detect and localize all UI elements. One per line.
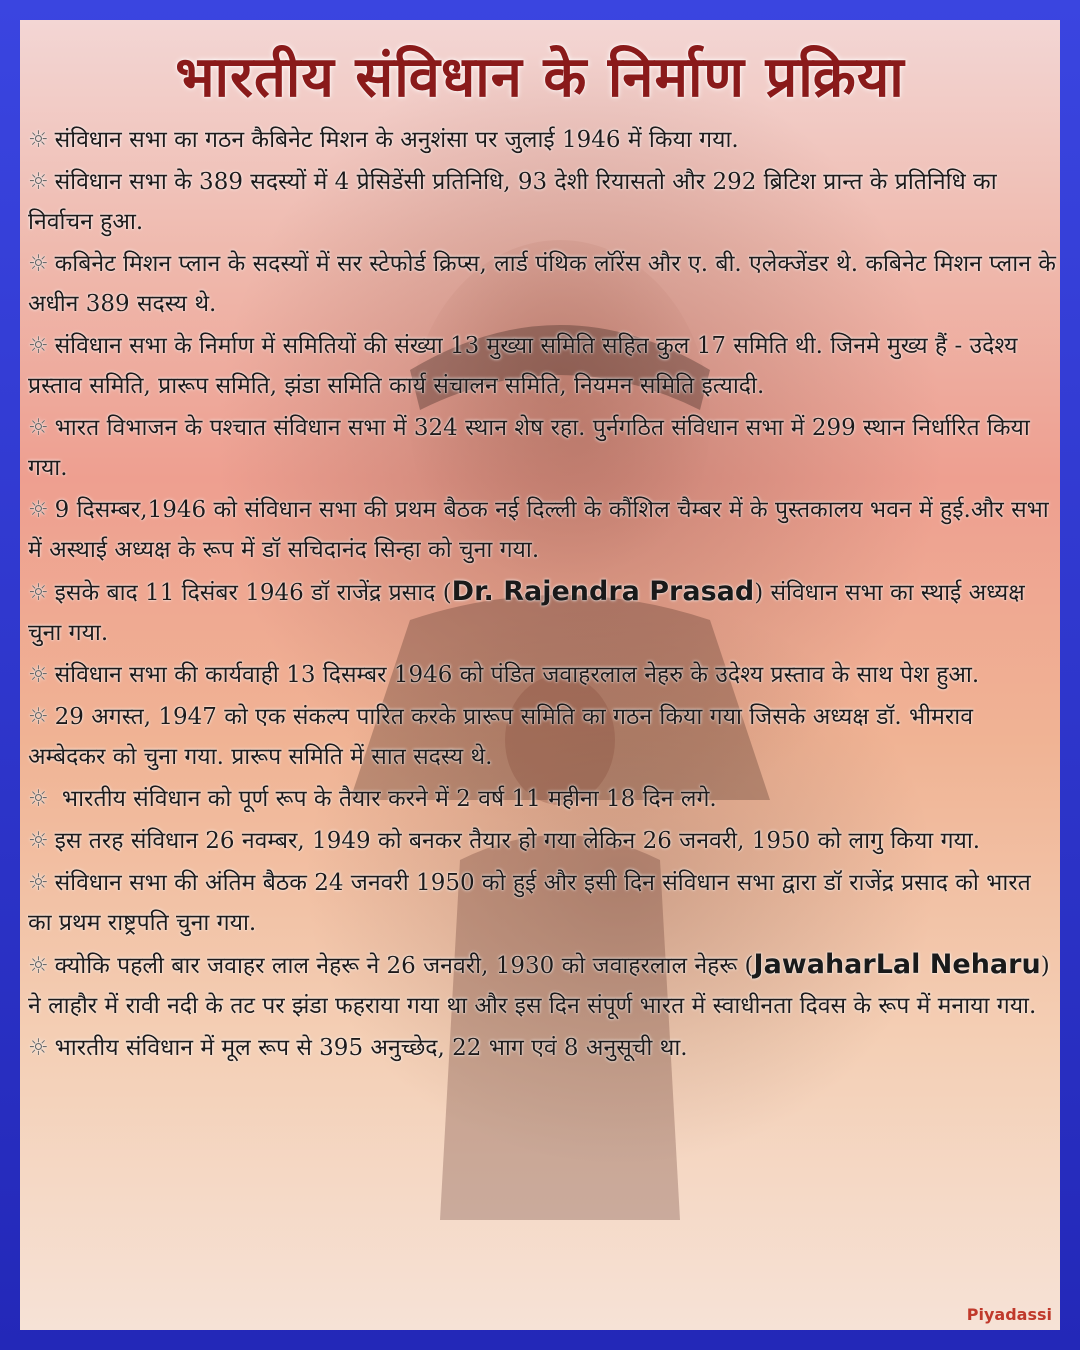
sun-bullet-icon: ☼	[28, 704, 49, 730]
sun-bullet-icon: ☼	[28, 870, 49, 896]
signature: Piyadassi	[966, 1305, 1052, 1324]
sun-bullet-icon: ☼	[28, 1035, 49, 1061]
sun-bullet-icon: ☼	[28, 580, 49, 606]
page-title: भारतीय संविधान के निर्माण प्रक्रिया	[175, 44, 905, 110]
poster	[20, 20, 1060, 1330]
list-item-text: संविधान सभा के निर्माण में समितियों की संख्या 13 मुख्या समिति सहित कुल 17 समिति थी. जिनमे मुख्य हैं - उदेश्य प्रस्ताव समिति, प्रारूप समिति, झंडा समिति कार्य संचालन समिति, नियमन समिति इत्यादी.	[28, 333, 1018, 399]
list-item-text-continued: ) ने लाहौर में रावी नदी के तट पर झंडा फहराया गया था और इस दिन संपूर्ण भारत में स्वाधीनता दिवस के रूप में मनाया गया.	[28, 953, 1050, 1019]
sun-bullet-icon: ☼	[28, 127, 49, 153]
list-item-text: संविधान सभा का गठन कैबिनेट मिशन के अनुशंसा पर जुलाई 1946 में किया गया.	[54, 127, 739, 153]
list-item	[28, 490, 1056, 570]
list-item	[28, 945, 1056, 1026]
sun-bullet-icon: ☼	[28, 169, 49, 195]
list-item	[28, 821, 1056, 861]
list-item-text: भारत विभाजन के पश्चात संविधान सभा में 324 स्थान शेष रहा. पुर्नगठित संविधान सभा में 299 स्थान निर्धारित किया गया.	[28, 415, 1030, 481]
list-item-text: संविधान सभा की कार्यवाही 13 दिसम्बर 1946 को पंडित जवाहरलाल नेहरु के उदेश्य प्रस्ताव के साथ पेश हुआ.	[54, 662, 980, 688]
sun-bullet-icon: ☼	[28, 786, 49, 812]
list-item	[28, 1028, 1056, 1068]
list-item	[28, 326, 1056, 406]
list-item-text: भारतीय संविधान में मूल रूप से 395 अनुच्छेद, 22 भाग एवं 8 अनुसूची था.	[54, 1035, 688, 1061]
sun-bullet-icon: ☼	[28, 953, 49, 979]
english-name: Dr. Rajendra Prasad	[451, 576, 755, 607]
list-item	[28, 697, 1056, 777]
list-item-text: भारतीय संविधान को पूर्ण रूप के तैयार करने में 2 वर्ष 11 महीना 18 दिन लगे.	[54, 786, 717, 812]
sun-bullet-icon: ☼	[28, 828, 49, 854]
content-list	[28, 120, 1056, 1070]
list-item	[28, 120, 1056, 160]
list-item	[28, 244, 1056, 324]
list-item-text: संविधान सभा की अंतिम बैठक 24 जनवरी 1950 को हुई और इसी दिन संविधान सभा द्वारा डॉ राजेंद्र प्रसाद को भारत का प्रथम राष्ट्रपति चुना गया.	[28, 870, 1031, 936]
sun-bullet-icon: ☼	[28, 333, 49, 359]
list-item-text: क्योकि पहली बार जवाहर लाल नेहरू ने 26 जनवरी, 1930 को जवाहरलाल नेहरू (	[54, 953, 754, 979]
list-item-text: 9 दिसम्बर,1946 को संविधान सभा की प्रथम बैठक नई दिल्ली के कौंशिल चैम्बर में के पुस्तकालय भवन में हुई.और सभा में अस्थाई अध्यक्ष के रूप में डॉ सचिदानंद सिन्हा को चुना गया.	[28, 497, 1049, 563]
list-item-text-continued: ) संविधान सभा का स्थाई अध्यक्ष चुना गया.	[28, 580, 1025, 646]
list-item	[28, 408, 1056, 488]
list-item-text: 29 अगस्त, 1947 को एक संकल्प पारित करके प्रारूप समिति का गठन किया गया जिसके अध्यक्ष डॉ. भीमराव अम्बेदकर को चुना गया. प्रारूप समिति में सात सदस्य थे.	[28, 704, 974, 770]
sun-bullet-icon: ☼	[28, 251, 49, 277]
list-item	[28, 863, 1056, 943]
sun-bullet-icon: ☼	[28, 497, 49, 523]
list-item-text: इस तरह संविधान 26 नवम्बर, 1949 को बनकर तैयार हो गया लेकिन 26 जनवरी, 1950 को लागु किया गया.	[54, 828, 981, 854]
list-item-text: कबिनेट मिशन प्लान के सदस्यों में सर स्टेफोर्ड क्रिप्स, लार्ड पंथिक लॉरेंस और ए. बी. एलेक्जेंडर थे. कबिनेट मिशन प्लान के अधीन 389 सदस्य थे.	[28, 251, 1056, 317]
list-item	[28, 655, 1056, 695]
list-item	[28, 779, 1056, 819]
list-item-text: इसके बाद 11 दिसंबर 1946 डॉ राजेंद्र प्रसाद (	[54, 580, 452, 606]
english-name: JawaharLal Neharu	[753, 949, 1041, 980]
list-item	[28, 162, 1056, 242]
list-item-text: संविधान सभा के 389 सदस्यों में 4 प्रेसिडेंसी प्रतिनिधि, 93 देशी रियासतो और 292 ब्रिटिश प्रान्त के प्रतिनिधि का निर्वाचन हुआ.	[28, 169, 997, 235]
list-item	[28, 572, 1056, 653]
sun-bullet-icon: ☼	[28, 415, 49, 441]
sun-bullet-icon: ☼	[28, 662, 49, 688]
